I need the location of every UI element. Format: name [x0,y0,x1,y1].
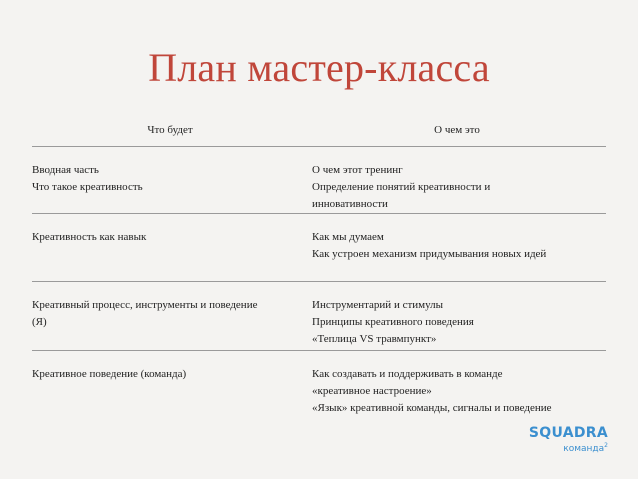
table-row [32,351,606,421]
logo-subtitle-text: команда [563,444,605,454]
row-topic-line: Вводная часть [32,164,99,176]
row-description-line: Как устроен механизм придумывания новых идей [312,248,547,260]
row-description-line: инновативности [312,198,388,210]
slide-title: План мастер-класса [148,45,490,90]
row-description-line: Как мы думаем [312,231,384,243]
row-topic-line: Креативный процесс, инструменты и поведение [32,299,258,311]
row-description-line: «Теплица VS травмпункт» [312,333,437,345]
row-description [312,297,606,348]
row-topic [32,366,308,383]
row-topic-line: Что такое креативность [32,181,143,193]
row-topic [32,162,308,196]
column-header-what: Что будет [147,124,193,136]
logo-brand: SQUADRA [528,425,608,441]
column-header-about: О чем это [434,124,480,136]
row-description-line: Принципы креативного поведения [312,316,474,328]
row-description-line: «креативное настроение» [312,385,432,397]
row-description-line: Инструментарий и стимулы [312,299,444,311]
table-row [32,282,606,350]
plan-table [32,120,606,421]
row-topic [32,229,308,246]
logo-superscript: 2 [604,442,608,449]
row-topic-line: Креативное поведение (команда) [32,368,187,380]
table-row [32,147,606,213]
row-topic [32,297,308,331]
row-description [312,229,606,263]
squadra-logo [522,425,622,455]
row-topic-line: Креативность как навык [32,231,147,243]
table-row [32,214,606,281]
table-header [32,120,606,146]
row-description-line: О чем этот тренинг [312,164,403,176]
row-topic-line: (Я) [32,316,47,328]
logo-subtitle [563,442,608,454]
row-description-line: «Язык» креативной команды, сигналы и поведение [312,402,552,414]
row-description-line: Определение понятий креативности и [312,181,491,193]
row-description [312,162,606,213]
row-description-line: Как создавать и поддерживать в команде [312,368,503,380]
row-description [312,366,606,417]
